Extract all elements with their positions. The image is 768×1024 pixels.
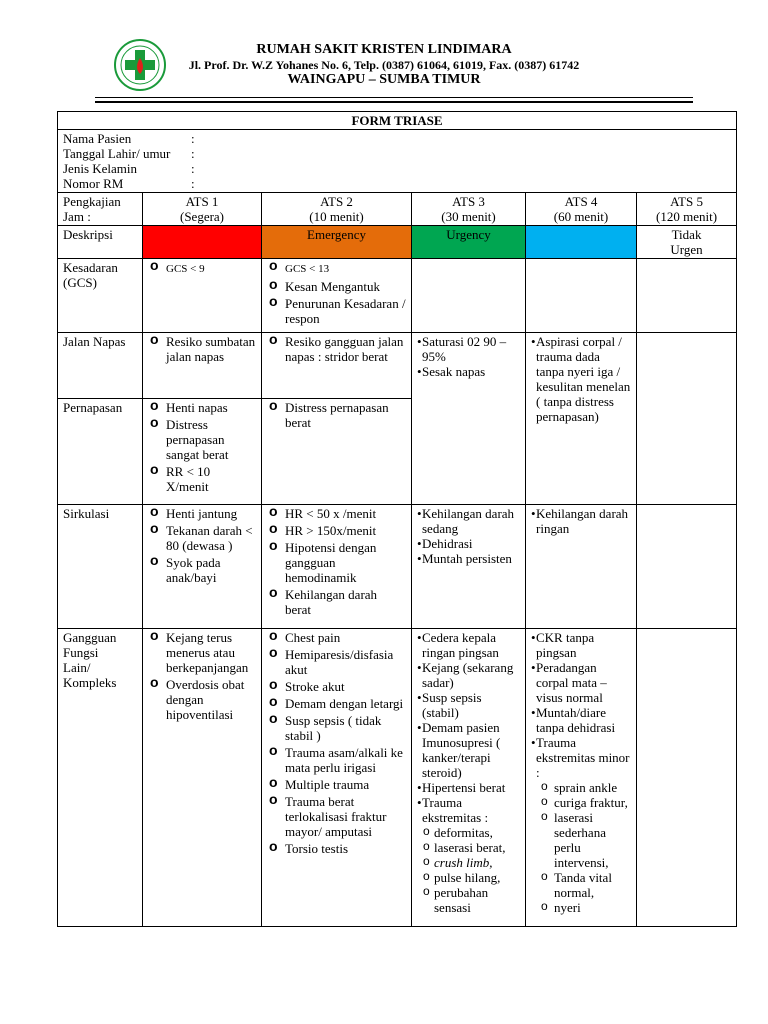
cell-text: Trauma ekstremitas : bbox=[422, 795, 489, 825]
cell-text: Tanda vital normal, bbox=[554, 870, 612, 900]
table-row bbox=[58, 629, 737, 927]
table-row bbox=[58, 226, 737, 259]
cell-text: Kehilangan darah berat bbox=[285, 587, 378, 617]
cell-text: GCS < 13 bbox=[285, 263, 330, 275]
cell-text: Resiko sumbatan jalan napas bbox=[166, 334, 256, 364]
sirkulasi-ats3 bbox=[412, 505, 526, 629]
cell-text: (120 menit) bbox=[656, 209, 718, 224]
cell-text: Trauma ekstremitas minor : bbox=[536, 735, 630, 780]
field-jenis-kelamin[interactable] bbox=[63, 161, 731, 176]
cell-text: (60 menit) bbox=[553, 209, 609, 224]
ats5-header bbox=[637, 193, 737, 226]
airway-ats3 bbox=[412, 333, 526, 505]
table-row bbox=[58, 333, 737, 399]
cell-text: ATS 2 bbox=[320, 194, 353, 209]
cell-text: Saturasi 02 90 – 95% bbox=[422, 334, 507, 364]
cell-text: Torsio testis bbox=[285, 841, 349, 856]
cell-text: curiga fraktur, bbox=[554, 795, 628, 810]
header-divider bbox=[95, 97, 693, 98]
cell-text: Muntah persisten bbox=[422, 551, 512, 566]
cell-text: Urgen bbox=[670, 242, 703, 257]
cell-text: Susp sepsis ( tidak stabil ) bbox=[285, 713, 382, 743]
deskripsi-label: Deskripsi bbox=[58, 226, 143, 259]
cell-text: Kompleks bbox=[63, 675, 117, 690]
ats4-color-cell bbox=[526, 226, 637, 259]
cell-text: HR < 50 x /menit bbox=[285, 506, 377, 521]
patient-info bbox=[58, 130, 737, 193]
cell-text: Pengkajian bbox=[63, 194, 121, 209]
cell-text: pulse hilang, bbox=[434, 870, 501, 885]
cell-text: HR > 150x/menit bbox=[285, 523, 377, 538]
sirkulasi-ats4 bbox=[526, 505, 637, 629]
ats2-color-cell: Emergency bbox=[262, 226, 412, 259]
sirkulasi-ats2 bbox=[262, 505, 412, 629]
jalan-napas-label: Jalan Napas bbox=[58, 333, 143, 399]
cell-text: (Segera) bbox=[179, 209, 225, 224]
cell-text: Syok pada anak/bayi bbox=[166, 555, 221, 585]
field-nama-pasien[interactable] bbox=[63, 131, 731, 146]
gangguan-ats4 bbox=[526, 629, 637, 927]
kesadaran-ats1 bbox=[143, 259, 262, 333]
cell-text: Demam pasien Imunosupresi ( kanker/terapi steroid) bbox=[422, 720, 501, 780]
jalan-napas-ats2 bbox=[262, 333, 412, 399]
cell-text: Overdosis obat dengan hipoventilasi bbox=[166, 677, 245, 722]
form-title: FORM TRIASE bbox=[58, 112, 737, 130]
cell-text: (10 menit) bbox=[309, 209, 364, 224]
pernapasan-ats1 bbox=[143, 399, 262, 505]
ats4-header bbox=[526, 193, 637, 226]
cell-text: ATS 3 bbox=[452, 194, 485, 209]
hospital-address: Jl. Prof. Dr. W.Z Yohanes No. 6, Telp. (0387) 61064, 61019, Fax. (0387) 61742 bbox=[188, 58, 580, 72]
ats3-header bbox=[412, 193, 526, 226]
cell-text: Kehilangan darah ringan bbox=[536, 506, 629, 536]
gangguan-ats1 bbox=[143, 629, 262, 927]
cell-text: Kehilangan darah sedang bbox=[422, 506, 515, 536]
cell-text: Hipertensi berat bbox=[422, 780, 506, 795]
field-tanggal-lahir[interactable] bbox=[63, 146, 731, 161]
table-row bbox=[58, 259, 737, 333]
kesadaran-ats2 bbox=[262, 259, 412, 333]
hospital-name: RUMAH SAKIT KRISTEN LINDIMARA bbox=[256, 42, 512, 57]
cell-text: Stroke akut bbox=[285, 679, 345, 694]
cell-text: (GCS) bbox=[63, 275, 97, 290]
letterhead bbox=[0, 38, 768, 108]
cell-text: Gangguan bbox=[63, 630, 117, 645]
cell-text: deformitas, bbox=[434, 825, 493, 840]
field-nomor-rm[interactable] bbox=[63, 176, 731, 191]
table-row bbox=[58, 193, 737, 226]
sirkulasi-ats1 bbox=[143, 505, 262, 629]
cell-text: Penurunan Kesadaran / respon bbox=[285, 296, 406, 326]
cell-text: Distress pernapasan berat bbox=[285, 400, 389, 430]
cell-text: Muntah/diare tanpa dehidrasi bbox=[536, 705, 616, 735]
hospital-city: WAINGAPU – SUMBA TIMUR bbox=[287, 72, 481, 87]
cell-text: Kejang terus menerus atau berkepanjangan bbox=[166, 630, 249, 675]
gangguan-ats3 bbox=[412, 629, 526, 927]
cell-text: Trauma berat terlokalisasi fraktur mayor/ amputasi bbox=[285, 794, 387, 839]
cell-text: GCS < 9 bbox=[166, 263, 205, 275]
cell-text: perubahan sensasi bbox=[434, 885, 489, 915]
cell-text: crush limb, bbox=[434, 855, 493, 870]
kesadaran-label bbox=[58, 259, 143, 333]
cell-text: Resiko gangguan jalan napas : stridor berat bbox=[285, 334, 404, 364]
header-divider-thick bbox=[95, 101, 693, 103]
ats1-color-cell bbox=[143, 226, 262, 259]
ats5-desc-cell bbox=[637, 226, 737, 259]
cell-text: Multiple trauma bbox=[285, 777, 370, 792]
cell-text: : bbox=[191, 131, 195, 146]
gangguan-ats2 bbox=[262, 629, 412, 927]
cell-text: nyeri bbox=[554, 900, 581, 915]
cell-text: Kejang (sekarang sadar) bbox=[422, 660, 514, 690]
ats2-header bbox=[262, 193, 412, 226]
cell-text: ATS 4 bbox=[564, 194, 598, 209]
cell-text: Kesan Mengantuk bbox=[285, 279, 380, 294]
cell-text: RR < 10 X/menit bbox=[166, 464, 211, 494]
cell-text: Peradangan corpal mata – visus normal bbox=[536, 660, 607, 705]
cell-text: Hemiparesis/disfasia akut bbox=[285, 647, 394, 677]
cell-text: sprain ankle bbox=[554, 780, 618, 795]
cell-text: CKR tanpa pingsan bbox=[536, 630, 595, 660]
cell-text: Tekanan darah < 80 (dewasa ) bbox=[166, 523, 253, 553]
cell-text: Dehidrasi bbox=[422, 536, 473, 551]
airway-ats4 bbox=[526, 333, 637, 505]
cell-text: Nomor RM bbox=[63, 176, 124, 191]
gangguan-label bbox=[58, 629, 143, 927]
cell-text: Henti napas bbox=[166, 400, 228, 415]
cell-text: Distress pernapasan sangat berat bbox=[166, 417, 229, 462]
cell-text: : bbox=[191, 176, 195, 191]
pernapasan-label: Pernapasan bbox=[58, 399, 143, 505]
cell-text: (30 menit) bbox=[441, 209, 496, 224]
cell-text: Hipotensi dengan gangguan hemodinamik bbox=[285, 540, 377, 585]
cell-text: Henti jantung bbox=[166, 506, 238, 521]
cell-text: Nama Pasien bbox=[63, 131, 132, 146]
cell-text: : bbox=[191, 161, 195, 176]
sirkulasi-label: Sirkulasi bbox=[58, 505, 143, 629]
cell-text: Trauma asam/alkali ke mata perlu irigasi bbox=[285, 745, 403, 775]
ats1-header bbox=[143, 193, 262, 226]
triage-table bbox=[57, 111, 737, 927]
cell-text: Fungsi bbox=[63, 645, 99, 660]
cell-text: Chest pain bbox=[285, 630, 341, 645]
jalan-napas-ats1 bbox=[143, 333, 262, 399]
ats3-color-cell: Urgency bbox=[412, 226, 526, 259]
cell-text: Cedera kepala ringan pingsan bbox=[422, 630, 499, 660]
cell-text: : bbox=[191, 146, 195, 161]
cell-text: Sesak napas bbox=[422, 364, 486, 379]
cell-text: Tidak bbox=[671, 227, 702, 242]
cell-text: Jenis Kelamin bbox=[63, 161, 138, 176]
cell-text: Kesadaran bbox=[63, 260, 118, 275]
cell-text: laserasi sederhana perlu intervensi, bbox=[554, 810, 609, 870]
cell-text: Susp sepsis (stabil) bbox=[422, 690, 482, 720]
cell-text: Lain/ bbox=[63, 660, 91, 675]
cell-text: laserasi berat, bbox=[434, 840, 506, 855]
cell-text: Aspirasi corpal / trauma dada tanpa nyeri iga / kesulitan menelan ( tanpa distress pernapasan) bbox=[536, 334, 631, 424]
table-row bbox=[58, 505, 737, 629]
cell-text: ATS 5 bbox=[670, 194, 703, 209]
pernapasan-ats2 bbox=[262, 399, 412, 505]
cell-text: Demam dengan letargi bbox=[285, 696, 404, 711]
cell-text: Tanggal Lahir/ umur bbox=[63, 146, 171, 161]
pengkajian-label bbox=[58, 193, 143, 226]
cell-text: ATS 1 bbox=[185, 194, 219, 209]
cell-text: Jam : bbox=[63, 209, 91, 224]
